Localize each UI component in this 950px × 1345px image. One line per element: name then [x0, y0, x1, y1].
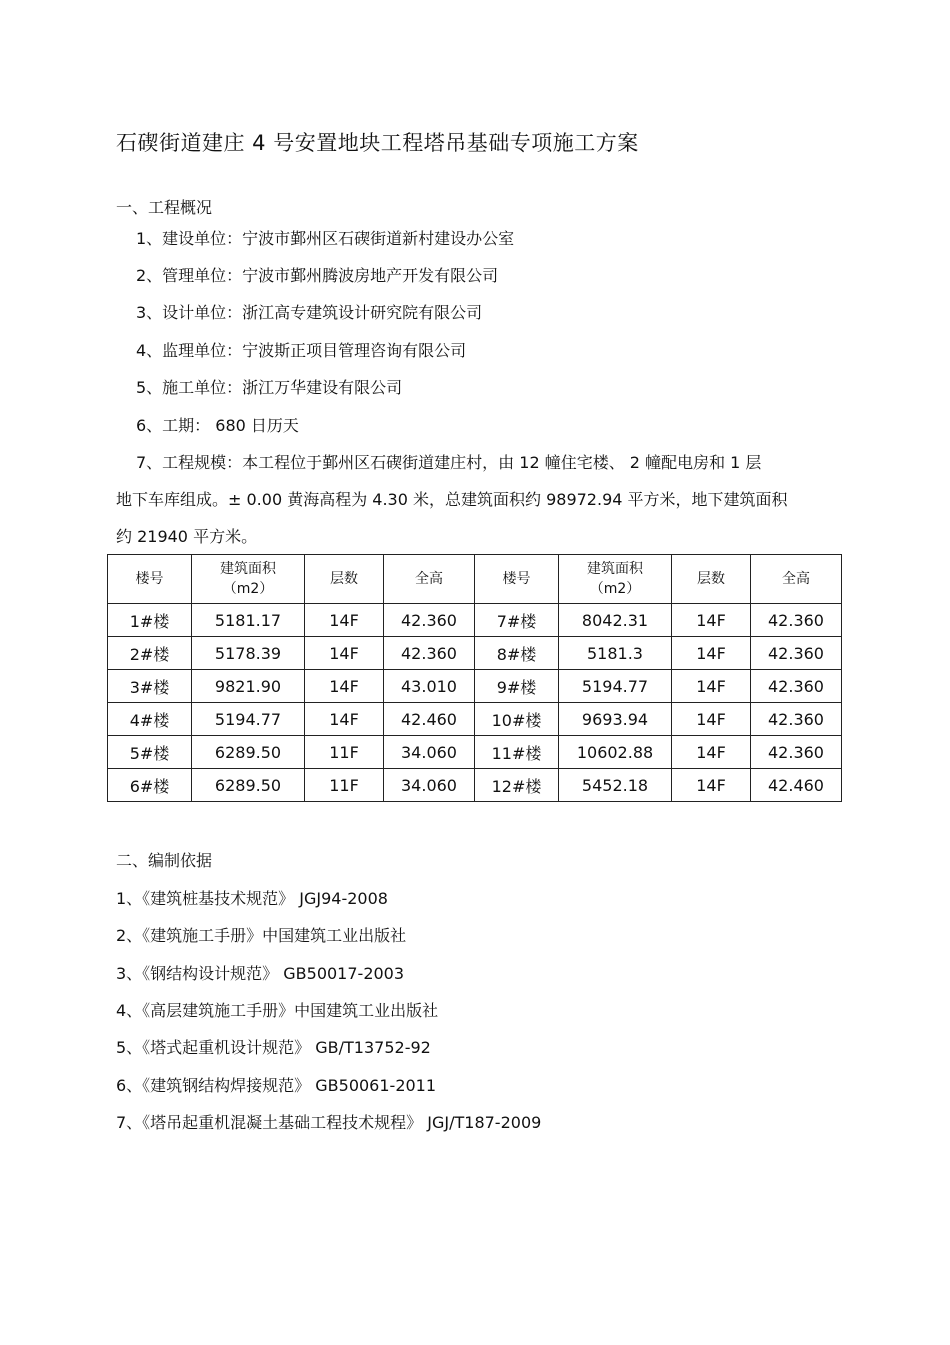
table-cell: 12#楼 — [475, 769, 559, 802]
overview-item-designer: 3、设计单位：浙江高专建筑设计研究院有限公司 — [136, 303, 483, 322]
header-floor-area: 建筑面积 （m2） — [192, 555, 305, 604]
table-cell: 42.360 — [384, 637, 475, 670]
table-cell: 14F — [672, 604, 751, 637]
table-cell: 14F — [305, 604, 384, 637]
table-cell: 14F — [305, 703, 384, 736]
table-cell: 42.360 — [751, 637, 842, 670]
section-heading-basis: 二、编制依据 — [116, 851, 213, 870]
table-cell: 42.360 — [751, 736, 842, 769]
table-cell: 5452.18 — [559, 769, 672, 802]
header-building-no: 楼号 — [108, 555, 192, 604]
table-cell: 42.360 — [751, 703, 842, 736]
table-cell: 43.010 — [384, 670, 475, 703]
table-cell: 5181.3 — [559, 637, 672, 670]
reference-item: 3、《钢结构设计规范》 GB50017-2003 — [116, 964, 405, 983]
table-cell: 6289.50 — [192, 736, 305, 769]
table-cell: 14F — [672, 637, 751, 670]
header-floor-area: 建筑面积 （m2） — [559, 555, 672, 604]
table-cell: 9#楼 — [475, 670, 559, 703]
table-cell: 11#楼 — [475, 736, 559, 769]
table-cell: 14F — [305, 670, 384, 703]
table-cell: 4#楼 — [108, 703, 192, 736]
table-cell: 14F — [672, 670, 751, 703]
overview-item-manager: 2、管理单位：宁波市鄞州腾波房地产开发有限公司 — [136, 266, 499, 285]
table-cell: 14F — [672, 736, 751, 769]
reference-item: 4、《高层建筑施工手册》中国建筑工业出版社 — [116, 1001, 439, 1020]
table-cell: 2#楼 — [108, 637, 192, 670]
table-cell: 1#楼 — [108, 604, 192, 637]
table-cell: 14F — [672, 769, 751, 802]
table-cell: 3#楼 — [108, 670, 192, 703]
table-cell: 6289.50 — [192, 769, 305, 802]
reference-item: 5、《塔式起重机设计规范》 GB/T13752-92 — [116, 1038, 431, 1057]
table-cell: 9693.94 — [559, 703, 672, 736]
section-heading-overview: 一、工程概况 — [116, 198, 213, 217]
header-building-no: 楼号 — [475, 555, 559, 604]
table-row — [108, 769, 842, 802]
table-cell: 42.460 — [384, 703, 475, 736]
table-cell: 42.360 — [384, 604, 475, 637]
table-cell: 34.060 — [384, 769, 475, 802]
table-row — [108, 703, 842, 736]
table-cell: 11F — [305, 736, 384, 769]
reference-item: 2、《建筑施工手册》中国建筑工业出版社 — [116, 926, 407, 945]
table-cell: 9821.90 — [192, 670, 305, 703]
scale-line-3: 约 21940 平方米。 — [116, 527, 258, 546]
table-cell: 7#楼 — [475, 604, 559, 637]
building-table — [107, 554, 842, 802]
table-cell: 5181.17 — [192, 604, 305, 637]
table-cell: 10602.88 — [559, 736, 672, 769]
table-cell: 10#楼 — [475, 703, 559, 736]
overview-item-supervisor: 4、监理单位：宁波斯正项目管理咨询有限公司 — [136, 341, 467, 360]
header-height: 全高 — [384, 555, 475, 604]
table-cell: 5#楼 — [108, 736, 192, 769]
header-storeys: 层数 — [672, 555, 751, 604]
reference-item: 7、《塔吊起重机混凝土基础工程技术规程》 JGJ/T187-2009 — [116, 1113, 542, 1132]
reference-item: 6、《建筑钢结构焊接规范》 GB50061-2011 — [116, 1076, 437, 1095]
table-row — [108, 604, 842, 637]
reference-item: 1、《建筑桩基技术规范》 JGJ94-2008 — [116, 889, 388, 908]
header-storeys: 层数 — [305, 555, 384, 604]
table-cell: 8#楼 — [475, 637, 559, 670]
table-cell: 42.460 — [751, 769, 842, 802]
table-cell: 42.360 — [751, 670, 842, 703]
overview-item-duration: 6、工期： 680 日历天 — [136, 416, 299, 435]
table-cell: 34.060 — [384, 736, 475, 769]
table-cell: 5194.77 — [559, 670, 672, 703]
table-row — [108, 670, 842, 703]
table-cell: 14F — [305, 637, 384, 670]
table-cell: 11F — [305, 769, 384, 802]
header-height: 全高 — [751, 555, 842, 604]
scale-line-2: 地下车库组成。± 0.00 黄海高程为 4.30 米，总建筑面积约 98972.94 平方米，地下建筑面积 — [116, 490, 788, 509]
table-cell: 8042.31 — [559, 604, 672, 637]
table-row — [108, 736, 842, 769]
overview-item-contractor: 5、施工单位：浙江万华建设有限公司 — [136, 378, 403, 397]
table-cell: 6#楼 — [108, 769, 192, 802]
overview-item-client: 1、建设单位：宁波市鄞州区石碶街道新村建设办公室 — [136, 229, 515, 248]
table-header-row — [108, 555, 842, 604]
table-cell: 42.360 — [751, 604, 842, 637]
table-cell: 5194.77 — [192, 703, 305, 736]
table-cell: 5178.39 — [192, 637, 305, 670]
table-row — [108, 637, 842, 670]
scale-line-1: 7、工程规模：本工程位于鄞州区石碶街道建庄村，由 12 幢住宅楼、 2 幢配电房和 1 层 — [136, 453, 762, 472]
table-cell: 14F — [672, 703, 751, 736]
document-title: 石碶街道建庄 4 号安置地块工程塔吊基础专项施工方案 — [116, 131, 639, 155]
